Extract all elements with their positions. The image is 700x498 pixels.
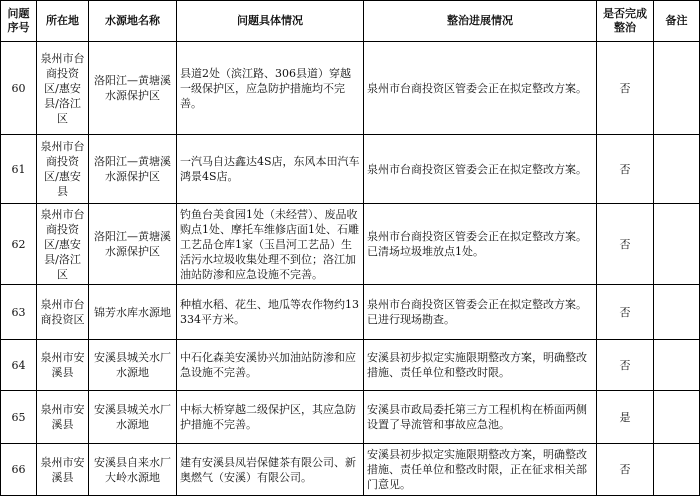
header-no: 问题序号 — [1, 1, 37, 42]
table-row — [1, 285, 700, 340]
header-row — [1, 1, 700, 42]
row-location: 泉州市台商投资区/惠安县 — [37, 135, 89, 204]
row-source-name: 洛阳江—黄塘溪水源保护区 — [89, 135, 177, 204]
row-issue: 一汽马自达鑫达4S店，东风本田汽车鸿景4S店。 — [177, 135, 364, 204]
header-progress: 整治进展情况 — [364, 1, 597, 42]
row-no: 62 — [1, 204, 37, 285]
row-completed: 是 — [597, 391, 654, 444]
header-location: 所在地 — [37, 1, 89, 42]
row-remarks — [654, 135, 700, 204]
table-row — [1, 135, 700, 204]
header-source-name: 水源地名称 — [89, 1, 177, 42]
row-progress: 安溪县初步拟定实施限期整改方案，明确整改措施、责任单位和整改时限，正在征求相关部门意见。 — [364, 444, 597, 496]
row-remarks — [654, 285, 700, 340]
row-no: 61 — [1, 135, 37, 204]
row-issue: 种植水稻、花生、地瓜等农作物约13334平方米。 — [177, 285, 364, 340]
table-row — [1, 340, 700, 391]
row-completed: 否 — [597, 204, 654, 285]
row-no: 60 — [1, 42, 37, 135]
row-no: 65 — [1, 391, 37, 444]
row-progress: 泉州市台商投资区管委会正在拟定整改方案。 — [364, 42, 597, 135]
row-source-name: 安溪县自来水厂大岭水源地 — [89, 444, 177, 496]
header-completed: 是否完成整治 — [597, 1, 654, 42]
table-row — [1, 444, 700, 496]
row-remarks — [654, 42, 700, 135]
row-progress: 安溪县市政局委托第三方工程机构在桥面两侧设置了导流管和事故应急池。 — [364, 391, 597, 444]
row-no: 63 — [1, 285, 37, 340]
row-remarks — [654, 391, 700, 444]
row-source-name: 洛阳江—黄塘溪水源保护区 — [89, 204, 177, 285]
row-completed: 否 — [597, 42, 654, 135]
row-location: 泉州市台商投资区/惠安县/洛江区 — [37, 204, 89, 285]
row-source-name: 安溪县城关水厂水源地 — [89, 340, 177, 391]
row-location: 泉州市台商投资区 — [37, 285, 89, 340]
row-remarks — [654, 204, 700, 285]
header-issue: 问题具体情况 — [177, 1, 364, 42]
row-no: 64 — [1, 340, 37, 391]
row-progress: 泉州市台商投资区管委会正在拟定整改方案。已进行现场勘查。 — [364, 285, 597, 340]
row-issue: 中标大桥穿越二级保护区，其应急防护措施不完善。 — [177, 391, 364, 444]
table-row — [1, 204, 700, 285]
row-remarks — [654, 444, 700, 496]
row-location: 泉州市安溪县 — [37, 340, 89, 391]
row-location: 泉州市安溪县 — [37, 391, 89, 444]
row-source-name: 安溪县城关水厂水源地 — [89, 391, 177, 444]
row-source-name: 锦芳水库水源地 — [89, 285, 177, 340]
table-row — [1, 391, 700, 444]
row-issue: 县道2处（滨江路、306县道）穿越一级保护区，应急防护措施均不完善。 — [177, 42, 364, 135]
row-location: 泉州市安溪县 — [37, 444, 89, 496]
row-completed: 否 — [597, 285, 654, 340]
row-progress: 泉州市台商投资区管委会正在拟定整改方案。 — [364, 135, 597, 204]
row-completed: 否 — [597, 135, 654, 204]
row-issue: 建有安溪县凤岩保健茶有限公司、新奥燃气（安溪）有限公司。 — [177, 444, 364, 496]
row-location: 泉州市台商投资区/惠安县/洛江区 — [37, 42, 89, 135]
row-issue: 钓鱼台美食园1处（未经营）、废品收购点1处、摩托车维修店面1处、石雕工艺品仓库1家（玉昌河工艺品）生活污水垃圾收集处理不到位；洛江加油站防渗和应急设施不完善。 — [177, 204, 364, 285]
row-source-name: 洛阳江—黄塘溪水源保护区 — [89, 42, 177, 135]
row-progress: 安溪县初步拟定实施限期整改方案，明确整改措施、责任单位和整改时限。 — [364, 340, 597, 391]
row-completed: 否 — [597, 340, 654, 391]
row-no: 66 — [1, 444, 37, 496]
row-completed: 否 — [597, 444, 654, 496]
table-row — [1, 42, 700, 135]
row-progress: 泉州市台商投资区管委会正在拟定整改方案。已清场垃圾堆放点1处。 — [364, 204, 597, 285]
row-remarks — [654, 340, 700, 391]
header-remarks: 备注 — [654, 1, 700, 42]
row-issue: 中石化森美安溪协兴加油站防渗和应急设施不完善。 — [177, 340, 364, 391]
